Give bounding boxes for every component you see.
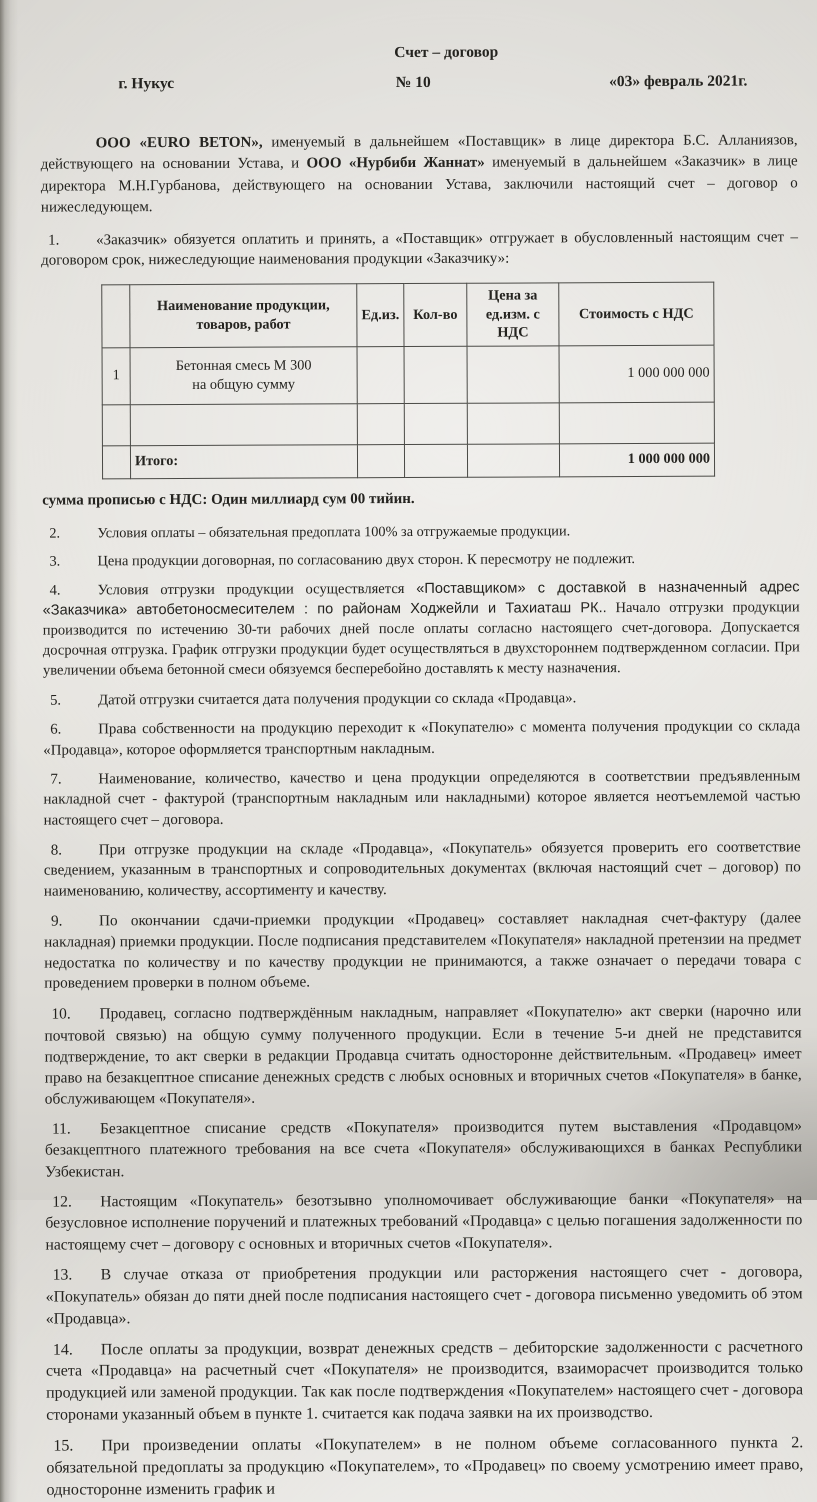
table-header-row bbox=[102, 282, 714, 348]
text-segment: «Заказчик» обязуется оплатить и принять, а «Поставщик» отгружает в обусловленный настоящим счет – договором срок, нижеследующие наименования продукции «Заказчику»: bbox=[41, 229, 799, 269]
text-segment: Начало отгрузки продукции производится по истечению 30-ти рабочих дней после оплаты согласно настоящего счет-договора. Допускается досрочная отгрузка. График отгрузки продукции будет осуществляться в двухстороннем подтвержденном согласии. При увеличении объема бетонной смеси обязуемся бесперебойно доставлять к месту назначения. bbox=[42, 599, 800, 679]
clause-number: 12. bbox=[52, 1193, 72, 1211]
document-meta-row bbox=[40, 72, 797, 93]
table-row bbox=[102, 345, 714, 405]
text-segment: Условия отгрузки продукции осуществляется bbox=[97, 581, 417, 599]
text-segment: Условия оплаты – обязательная предоплата 100% за отгружаемые продукции. bbox=[97, 523, 571, 542]
table-cell bbox=[467, 346, 559, 403]
document-date: «03» февраль 2021г. bbox=[609, 72, 748, 91]
clause-number: 9. bbox=[50, 912, 63, 930]
clause-number: 8. bbox=[50, 842, 63, 859]
clause-13 bbox=[46, 1262, 803, 1330]
text-segment: При отгрузке продукции на складе «Продавца», «Покупатель» обязуется проверить его соответствие сведением, указанным в транспортных и сопроводительных документах (включая настоящий счет – договор) по наименованию, количеству, ассортименту и качеству. bbox=[43, 838, 801, 900]
table-header-cost: Стоимость с НДС bbox=[559, 282, 714, 346]
clause-4 bbox=[43, 578, 800, 681]
clause-number: 3. bbox=[49, 553, 61, 570]
clause-12 bbox=[45, 1188, 802, 1256]
text-segment: Права собственности на продукцию переходит к «Покупателю» с момента получения продукции со склада «Продавца», которое оформляется транспортным накладным. bbox=[43, 718, 801, 759]
text-segment: Безакцептное списание средств «Покупателя» производится путем выставления «Продавцом» безакцептного платежного требования на все счета «Покупателя» обслуживающихся в банках Республики Узбекистан. bbox=[44, 1117, 803, 1181]
table-header-index bbox=[102, 285, 130, 348]
table-cell bbox=[404, 346, 467, 403]
text-segment: При произведении оплаты «Покупателем» в не полном объеме согласованного пункта 2. обязательной предоплаты за продукцию «Покупателем», то «Продавец» по своему усмотрению имеет право, односторонне изменить график и bbox=[46, 1434, 804, 1499]
clause-6 bbox=[43, 716, 800, 760]
clause-number: 14. bbox=[52, 1341, 73, 1359]
preamble bbox=[41, 130, 798, 219]
total-row bbox=[102, 443, 714, 479]
table-header-unit: Ед.из. bbox=[357, 283, 404, 346]
text-segment: По окончании сдачи-приемки продукции «Продавец» составляет накладная счет-фактуру (далее накладная) приемки продукции. После подписания представителем «Покупателя» накладной претензии на предмет недостатка по количеству и по качеству продукции не принимаются, а также означает о передачи товара с проведением проверки в полном объеме. bbox=[44, 909, 802, 993]
clause-11 bbox=[45, 1115, 802, 1182]
table-header-name: Наименование продукции, товаров, работ bbox=[130, 284, 357, 348]
clause-number: 6. bbox=[50, 721, 62, 738]
clause-7 bbox=[43, 766, 800, 831]
clause-number: 2. bbox=[49, 525, 61, 542]
clause-2 bbox=[42, 521, 799, 544]
table-cell: 1 bbox=[102, 348, 130, 405]
clause-number: 10. bbox=[51, 1005, 71, 1023]
text-segment: Продавец, согласно подтверждённым накладным, направляет «Покупателю» акт сверки (нарочно или почтовой связью) на общую сумму полученного продукции. Если в течение 5-и дней не представится подтверждение, то акт сверки в редакции Продавца считать односторонне действительным. «Продавец» имеет право на безакцептное списание денежных средств с любых основных и вторичных счетов «Покупателя» в банке, обслуживающем «Покупателя». bbox=[44, 1002, 802, 1108]
text-segment: именуемый в дальнейшем «Поставщик» в лице директора Б.С. Алланиязов, действующего на основании Устава, и bbox=[40, 132, 798, 174]
text-segment: ООО «EURO BETON», bbox=[95, 134, 272, 152]
clause-9 bbox=[44, 908, 801, 995]
clause-3 bbox=[42, 550, 799, 573]
text-segment: Наименование, количество, качество и цена продукции определяются в соответствии предъявленным накладной счет - фактурой (транспортным накладным или накладными) которое является неотъемлемой частью настоящего счет – договора. bbox=[43, 768, 801, 829]
table-cell: 1 000 000 000 bbox=[559, 345, 714, 403]
table-cell bbox=[357, 403, 404, 444]
text-segment: ООО «Нурбиби Жаннат» bbox=[306, 155, 485, 172]
table-cell: Итого: bbox=[130, 445, 357, 479]
text-segment: Настоящим «Покупатель» безотзывно уполномочивает обслуживающие банки «Покупателя» на безусловное исполнение поручений и платежных требований «Продавца» с целью погашения задолженности по настоящему счет – договору с основных и вторичных счетов «Покупателя». bbox=[45, 1190, 803, 1254]
table-cell bbox=[130, 404, 357, 446]
clause-number: 13. bbox=[52, 1266, 73, 1285]
clause-number: 4. bbox=[49, 582, 61, 599]
text-segment: именуемый в дальнейшем «Заказчик» в лице директора М.Н.Гурбанова, действующего на основании Устава, заключили настоящий счет – договор о нижеследующем. bbox=[40, 153, 798, 216]
table-cell bbox=[404, 444, 467, 477]
document-number: № 10 bbox=[395, 73, 431, 92]
table-header-price: Цена за ед.изм. с НДС bbox=[467, 283, 559, 346]
text-segment: В случае отказа от приобретения продукции или расторжения настоящего счет - договора, «Покупатель» обязан до пяти дней после подписания настоящего счет - договора письменно уведомить об этом «Продавца». bbox=[45, 1263, 803, 1328]
table-cell bbox=[102, 405, 130, 446]
document-city: г. Нукус bbox=[118, 75, 175, 93]
text-segment: Цена продукции договорная, по согласованию двух сторон. К пересмотру не подлежит. bbox=[97, 551, 636, 570]
clause-5 bbox=[43, 687, 800, 710]
document-title: Счет – договор bbox=[394, 43, 499, 62]
clause-number: 15. bbox=[53, 1437, 74, 1455]
clause-number: 7. bbox=[50, 771, 62, 788]
clause-10 bbox=[44, 1001, 801, 1110]
table-row bbox=[102, 402, 714, 446]
table-cell: 1 000 000 000 bbox=[559, 443, 714, 477]
table-cell: Бетонная смесь М 300 на общую сумму bbox=[130, 347, 357, 405]
clause-8 bbox=[44, 837, 801, 903]
clause-text bbox=[41, 229, 798, 269]
table-cell bbox=[357, 346, 404, 403]
table-cell bbox=[467, 403, 559, 444]
table-cell bbox=[404, 403, 467, 444]
clause-15 bbox=[46, 1432, 803, 1502]
table-cell bbox=[467, 444, 559, 477]
table-cell bbox=[357, 444, 404, 477]
products-table bbox=[101, 282, 715, 480]
clause-number: 5. bbox=[50, 692, 62, 709]
clause-number: 11. bbox=[51, 1120, 71, 1138]
text-segment: После оплаты за продукции, возврат денежных средств – дебиторские задолженности с расчетного счета «Продавца» на расчетный счет «Покупателя» не производится, взаиморасчет производится только продукцией или заменой продукции. Так как после подтверждения «Покупателем» настоящего счет - договора сторонами указанный объем в пункте 1. считается как подача заявки на их производство. bbox=[45, 1337, 804, 1424]
sum-in-words: сумма прописью с НДС: Один миллиард сум 00 тийин. bbox=[42, 490, 415, 509]
text-segment: «Поставщиком» с доставкой в назначенный адрес «Заказчика» автобетоносмесителем : по районам Ходжейли и Тахиаташ РК.. bbox=[42, 579, 800, 619]
clauses-list bbox=[42, 521, 803, 1502]
clause-14 bbox=[46, 1336, 803, 1427]
text-segment: Датой отгрузки считается дата получения продукции со склада «Продавца». bbox=[98, 690, 577, 709]
table-header-qty: Кол-во bbox=[404, 283, 467, 346]
table-cell bbox=[559, 402, 714, 444]
clause-1 bbox=[41, 227, 798, 271]
table-cell bbox=[102, 446, 130, 479]
clause-number: 1. bbox=[48, 232, 60, 249]
